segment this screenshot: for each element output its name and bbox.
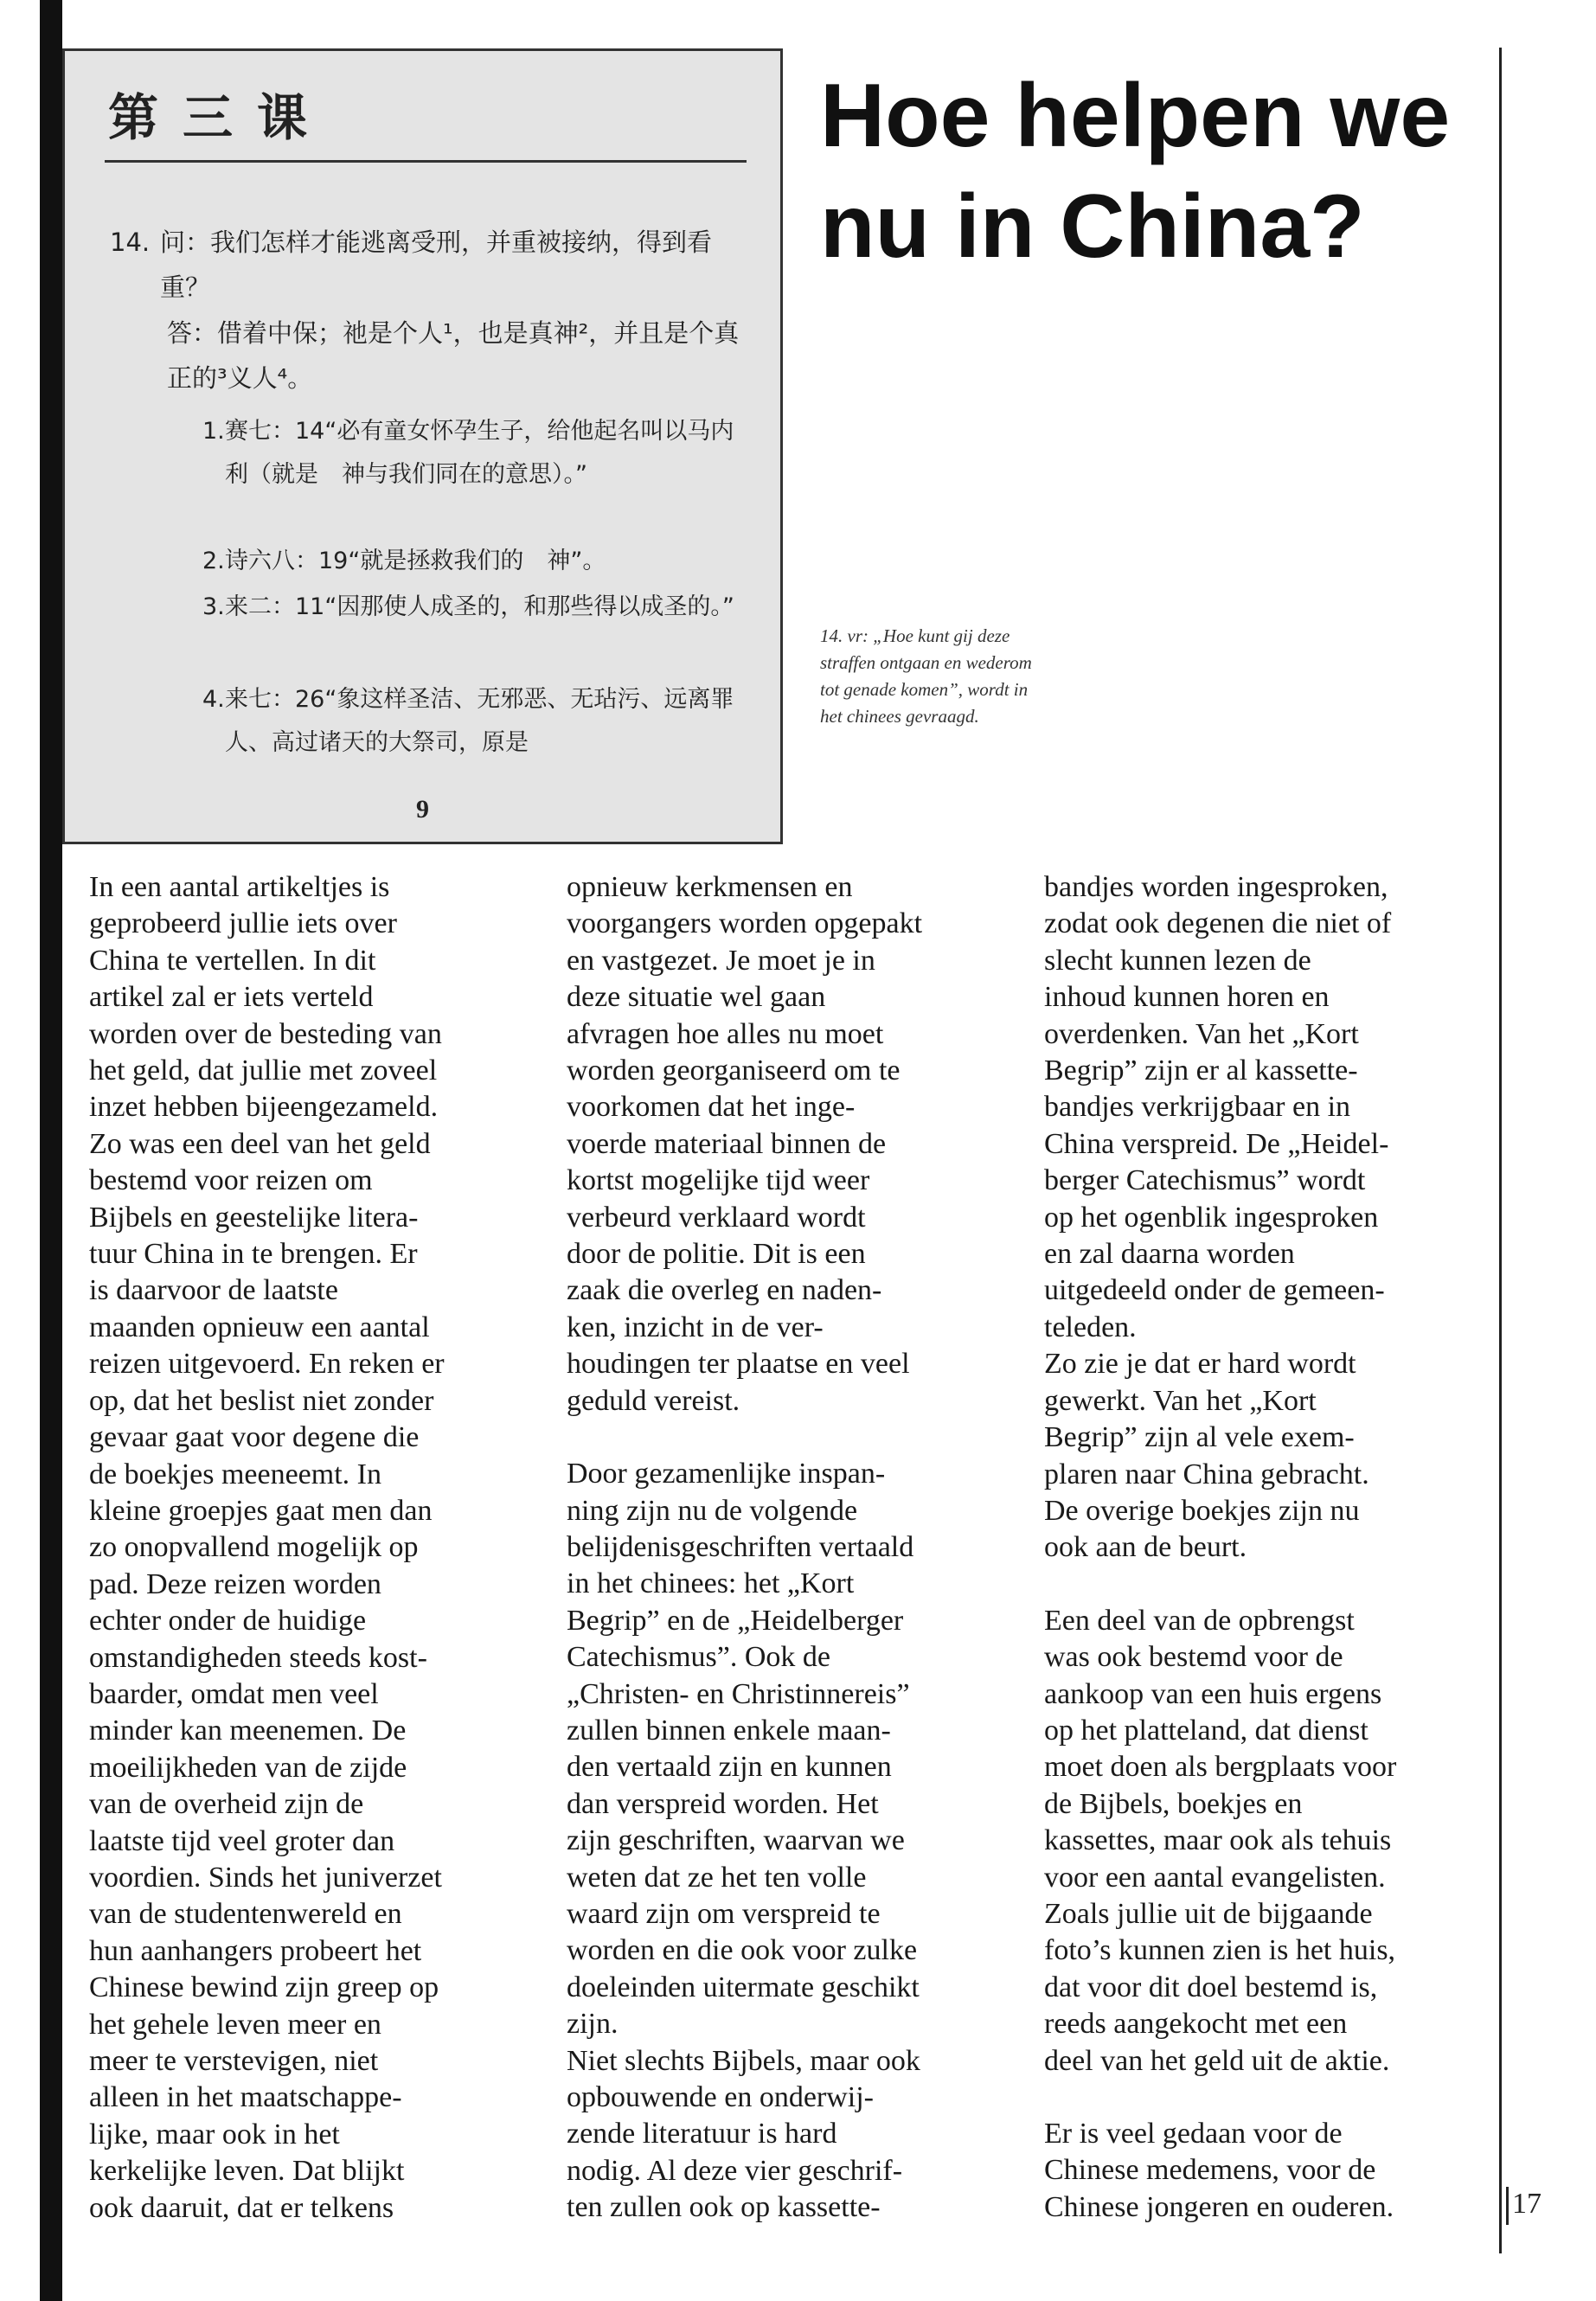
paragraph: Door gezamenlijke inspan- ning zijn nu de volgende belijdenisgeschriften vertaald in het chinees: het „Kort Begrip” en de „Heidelberger Catechismus”. Ook de „Christen- en Christinnereis” zullen binnen enkele maan- den vertaald zijn en kunnen dan verspreid worden. Het zijn geschriften, waarvan we weten dat ze het ten volle waard zijn om verspreid te worden en die ook voor zulke doeleinden uitermate geschikt zijn. Niet slechts Bijbels, maar ook opbouwende en onderwij- zende literatuur is hard nodig. Al deze vier geschrif- ten zullen ook op kassette- [567,1458,920,2224]
reference-text: 来七：26“象这样圣洁、无邪恶、无玷污、远离罪人、高过诸天的大祭司，原是 [225,686,734,756]
article-headline: Hoe helpen we nu in China? [820,66,1451,277]
lesson-title: 第三课 [108,88,332,147]
reference-text: 诗六八：19“就是拯救我们的 神”。 [225,548,606,574]
article-column-3 [1044,869,1503,2226]
reference-number: 1. [202,418,225,445]
excerpt-page-number: 9 [416,795,429,824]
article-column-1 [89,869,548,2227]
reference-item [202,586,757,629]
chinese-catechism-excerpt [62,48,783,844]
reference-number: 2. [202,548,225,574]
paragraph-gap [1044,2080,1503,2116]
title-divider [105,160,747,163]
page-number: 17 [1512,2188,1542,2220]
reference-item [202,410,757,497]
reference-text: 来二：11“因那使人成圣的，和那些得以成圣的。” [225,593,734,620]
page-edge-bar [40,0,62,2301]
article-column-2 [567,869,1025,2227]
page-number-rule [1506,2187,1509,2225]
question-number: 14. [110,228,151,257]
reference-number: 4. [202,686,225,713]
reference-item [202,678,757,765]
paragraph: Een deel van de opbrengst was ook bestemd voor de aankoop van een huis ergens op het platteland, dat dienst moet doen als bergplaats voor de Bijbels, boekjes en kassettes, maar ook als tehuis voor een aantal evangelisten. Zoals jullie uit de bijgaande foto’s kunnen zien is het huis, dat voor dit doel bestemd is, reeds aangekocht met een deel van het geld uit de aktie. [1044,1604,1397,2077]
paragraph-gap [1044,1567,1503,1603]
paragraph: opnieuw kerkmensen en voorgangers worden opgepakt en vastgezet. Je moet je in deze situatie wel gaan afvragen hoe alles nu moet worden georganiseerd om te voorkomen dat het inge- voerde materiaal binnen de kortst mogelijke tijd weer verbeurd verklaard wordt door de politie. Dit is een zaak die overleg en naden- ken, inzicht in de ver- houdingen ter plaatse en veel geduld vereist. [567,871,923,1417]
image-caption: 14. vr: „Hoe kunt gij deze straffen ontgaan en wederom tot genade komen”, wordt in het chinees gevraagd. [820,625,1032,727]
paragraph: bandjes worden ingesproken, zodat ook degenen die niet of slecht kunnen lezen de inhoud kunnen horen en overdenken. Van het „Kort Begrip” zijn er al kassette- bandjes verkrijgbaar en in China verspreid. De „Heidel- berger Catechismus” wordt op het ogenblik ingesproken en zal daarna worden uitgedeeld onder de gemeen- teleden. Zo zie je dat er hard wordt gewerkt. Van het „Kort Begrip” zijn al vele exem- plaren naar China gebracht. De overige boekjes zijn nu ook aan de beurt. [1044,871,1392,1564]
paragraph: In een aantal artikeltjes is geprobeerd jullie iets over China te vertellen. In dit artikel zal er iets verteld worden over de besteding van het geld, dat jullie met zoveel inzet hebben bijeengezameld. Zo was een deel van het geld bestemd voor reizen om Bijbels en geestelijke litera- tuur China in te brengen. Er is daarvoor de laatste maanden opnieuw een aantal reizen uitgevoerd. En reken er op, dat het beslist niet zonder gevaar gaat voor degene die de boekjes meeneemt. In kleine groepjes gaat men dan zo onopvallend mogelijk op pad. Deze reizen worden echter onder de huidige omstandigheden steeds kost- baarder, omdat men veel minder kan meenemen. De moeilijkheden van de zijde van de overheid zijn de laatste tijd veel groter dan voordien. Sinds het juniverzet van de studentenwereld en hun aanhangers probeert het Chinese bewind zijn greep op het gehele leven meer en meer te verstevigen, niet alleen in het maatschappe- lijke, maar ook in het kerkelijke leven. Dat blijkt ook daaruit, dat er telkens [89,871,445,2224]
paragraph-gap [567,1420,1025,1456]
answer-text: 答：借着中保；祂是个人¹，也是真神²，并且是个真正的³义人⁴。 [167,318,740,393]
reference-text: 赛七：14“必有童女怀孕生子，给他起名叫以马内利（就是 神与我们同在的意思）。” [225,418,734,488]
reference-number: 3. [202,593,225,620]
paragraph: Er is veel gedaan voor de Chinese medemens, voor de Chinese jongeren en ouderen. [1044,2118,1394,2223]
question-text: 问：我们怎样才能逃离受刑，并重被接纳，得到看重？ [160,228,713,302]
reference-item [202,540,757,583]
